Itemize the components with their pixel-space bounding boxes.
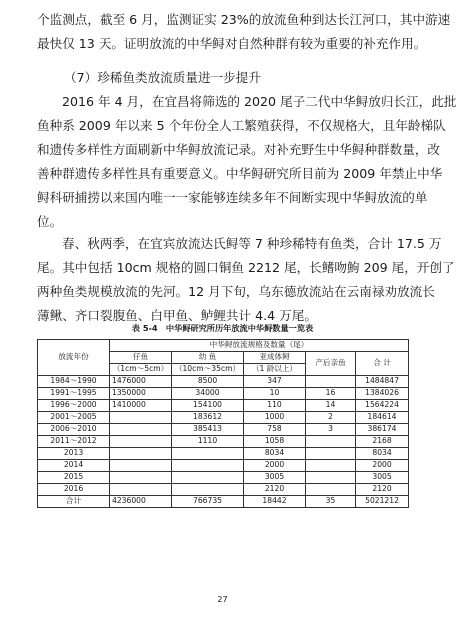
table-row <box>38 472 409 484</box>
value-cell <box>306 460 356 472</box>
value-cell: 1564224 <box>356 400 409 412</box>
column-subheader: （1cm～5cm） <box>110 364 172 376</box>
value-cell <box>110 412 172 424</box>
value-cell <box>306 376 356 388</box>
value-cell <box>172 472 244 484</box>
text-line: 春、秋两季，在宜宾放流达氏鲟等 7 种珍稀特有鱼类，合计 17.5 万 <box>62 236 442 251</box>
value-cell: 34000 <box>172 388 244 400</box>
year-cell: 2011～2012 <box>38 436 110 448</box>
table-row <box>38 484 409 496</box>
value-cell <box>110 484 172 496</box>
table-row <box>38 376 409 388</box>
value-cell: 10 <box>244 388 306 400</box>
value-cell: 3 <box>306 424 356 436</box>
value-cell: 183612 <box>172 412 244 424</box>
value-cell: 8500 <box>172 376 244 388</box>
value-cell <box>172 484 244 496</box>
value-cell: 1350000 <box>110 388 172 400</box>
year-cell: 2006～2010 <box>38 424 110 436</box>
value-cell <box>172 460 244 472</box>
value-cell: 1410000 <box>110 400 172 412</box>
text-line: 和遗传多样性方面刷新中华鲟放流记录。对补充野生中华鲟种群数量，改 <box>37 142 440 157</box>
page-number: 27 <box>217 595 228 604</box>
table-row <box>38 460 409 472</box>
paragraph-spring-autumn <box>37 232 455 328</box>
value-cell: 35 <box>306 496 356 508</box>
value-cell <box>110 448 172 460</box>
table-row <box>38 448 409 460</box>
value-cell: 110 <box>244 400 306 412</box>
value-cell <box>110 472 172 484</box>
table-total-row <box>38 496 409 508</box>
value-cell: 14 <box>306 400 356 412</box>
text-line: 2016 年 4 月，在宜昌将筛选的 2020 尾子二代中华鲟放归长江，此批 <box>62 94 456 109</box>
text-line: 最快仅 13 天。证明放流的中华鲟对自然种群有较为重要的补充作用。 <box>37 36 427 51</box>
value-cell: 1476000 <box>110 376 172 388</box>
value-cell <box>306 436 356 448</box>
value-cell <box>306 472 356 484</box>
table-row <box>38 400 409 412</box>
year-cell: 2013 <box>38 448 110 460</box>
column-header: 亚成体鲟 <box>244 352 306 364</box>
value-cell: 1000 <box>244 412 306 424</box>
year-cell: 1984～1990 <box>38 376 110 388</box>
value-cell: 2168 <box>356 436 409 448</box>
paragraph-monitoring <box>37 8 451 56</box>
value-cell: 18442 <box>244 496 306 508</box>
table-caption: 表 5-4 中华鲟研究所历年放流中华鲟数量一览表 <box>131 323 314 333</box>
column-header: 合 计 <box>356 352 409 376</box>
value-cell: 3005 <box>356 472 409 484</box>
value-cell: 8034 <box>244 448 306 460</box>
value-cell <box>172 448 244 460</box>
text-line: 善种群遗传多样性具有重要意义。中华鲟研究所目前为 2009 年禁止中华 <box>37 166 443 181</box>
value-cell: 1484847 <box>356 376 409 388</box>
table-row <box>38 388 409 400</box>
column-header: 产后亲鱼 <box>306 352 356 376</box>
year-cell: 2016 <box>38 484 110 496</box>
table-row <box>38 412 409 424</box>
year-cell: 2001～2005 <box>38 412 110 424</box>
text-line: 位。 <box>37 214 63 229</box>
value-cell <box>306 484 356 496</box>
value-cell: 1110 <box>172 436 244 448</box>
value-cell <box>306 448 356 460</box>
value-cell: 4236000 <box>110 496 172 508</box>
value-cell: 1058 <box>244 436 306 448</box>
text-line: 个监测点，截至 6 月，监测证实 23%的放流鱼种到达长江河口，其中游速 <box>37 12 451 27</box>
value-cell: 758 <box>244 424 306 436</box>
text-line: 尾。其中包括 10cm 规格的圆口铜鱼 2212 尾，长鳍吻鮈 209 尾，开创了 <box>37 260 455 275</box>
value-cell: 2000 <box>244 460 306 472</box>
value-cell: 2000 <box>356 460 409 472</box>
column-header: 仔鱼 <box>110 352 172 364</box>
year-cell: 2015 <box>38 472 110 484</box>
value-cell: 5021212 <box>356 496 409 508</box>
value-cell: 8034 <box>356 448 409 460</box>
value-cell: 3005 <box>244 472 306 484</box>
table-row <box>38 436 409 448</box>
value-cell: 154100 <box>172 400 244 412</box>
value-cell: 2 <box>306 412 356 424</box>
value-cell <box>110 424 172 436</box>
paragraph-2016-release <box>37 90 456 234</box>
year-cell: 1996～2000 <box>38 400 110 412</box>
value-cell: 347 <box>244 376 306 388</box>
value-cell: 385413 <box>172 424 244 436</box>
value-cell: 766735 <box>172 496 244 508</box>
text-line: 两种鱼类规模放流的先河。12 月下旬，乌东德放流站在云南禄劝放流长 <box>37 284 435 299</box>
release-table <box>37 339 409 508</box>
value-cell <box>110 436 172 448</box>
text-line: 鲟科研捕捞以来国内唯一一家能够连续多年不间断实现中华鲟放流的单 <box>37 190 428 205</box>
value-cell: 184614 <box>356 412 409 424</box>
value-cell <box>110 460 172 472</box>
table-group-header: 中华鲟放流规格及数量（尾） <box>110 340 409 352</box>
table-row <box>38 424 409 436</box>
value-cell: 2120 <box>244 484 306 496</box>
year-cell: 2014 <box>38 460 110 472</box>
section-heading: （7）珍稀鱼类放流质量进一步提升 <box>64 70 261 85</box>
value-cell: 16 <box>306 388 356 400</box>
value-cell: 1384026 <box>356 388 409 400</box>
total-label-cell: 合计 <box>38 496 110 508</box>
value-cell: 386174 <box>356 424 409 436</box>
column-header: 幼 鱼 <box>172 352 244 364</box>
year-header: 放流年份 <box>38 340 110 376</box>
value-cell: 2120 <box>356 484 409 496</box>
text-line: 薄鳅、齐口裂腹鱼、白甲鱼、鲈鲤共计 4.4 万尾。 <box>37 308 317 323</box>
text-line: 鱼种系 2009 年以来 5 个年份全人工繁殖获得，不仅规格大，且年龄梯队 <box>37 118 446 133</box>
column-subheader: （10cm～35cm） <box>172 364 244 376</box>
year-cell: 1991～1995 <box>38 388 110 400</box>
column-subheader: （1 龄以上） <box>244 364 306 376</box>
